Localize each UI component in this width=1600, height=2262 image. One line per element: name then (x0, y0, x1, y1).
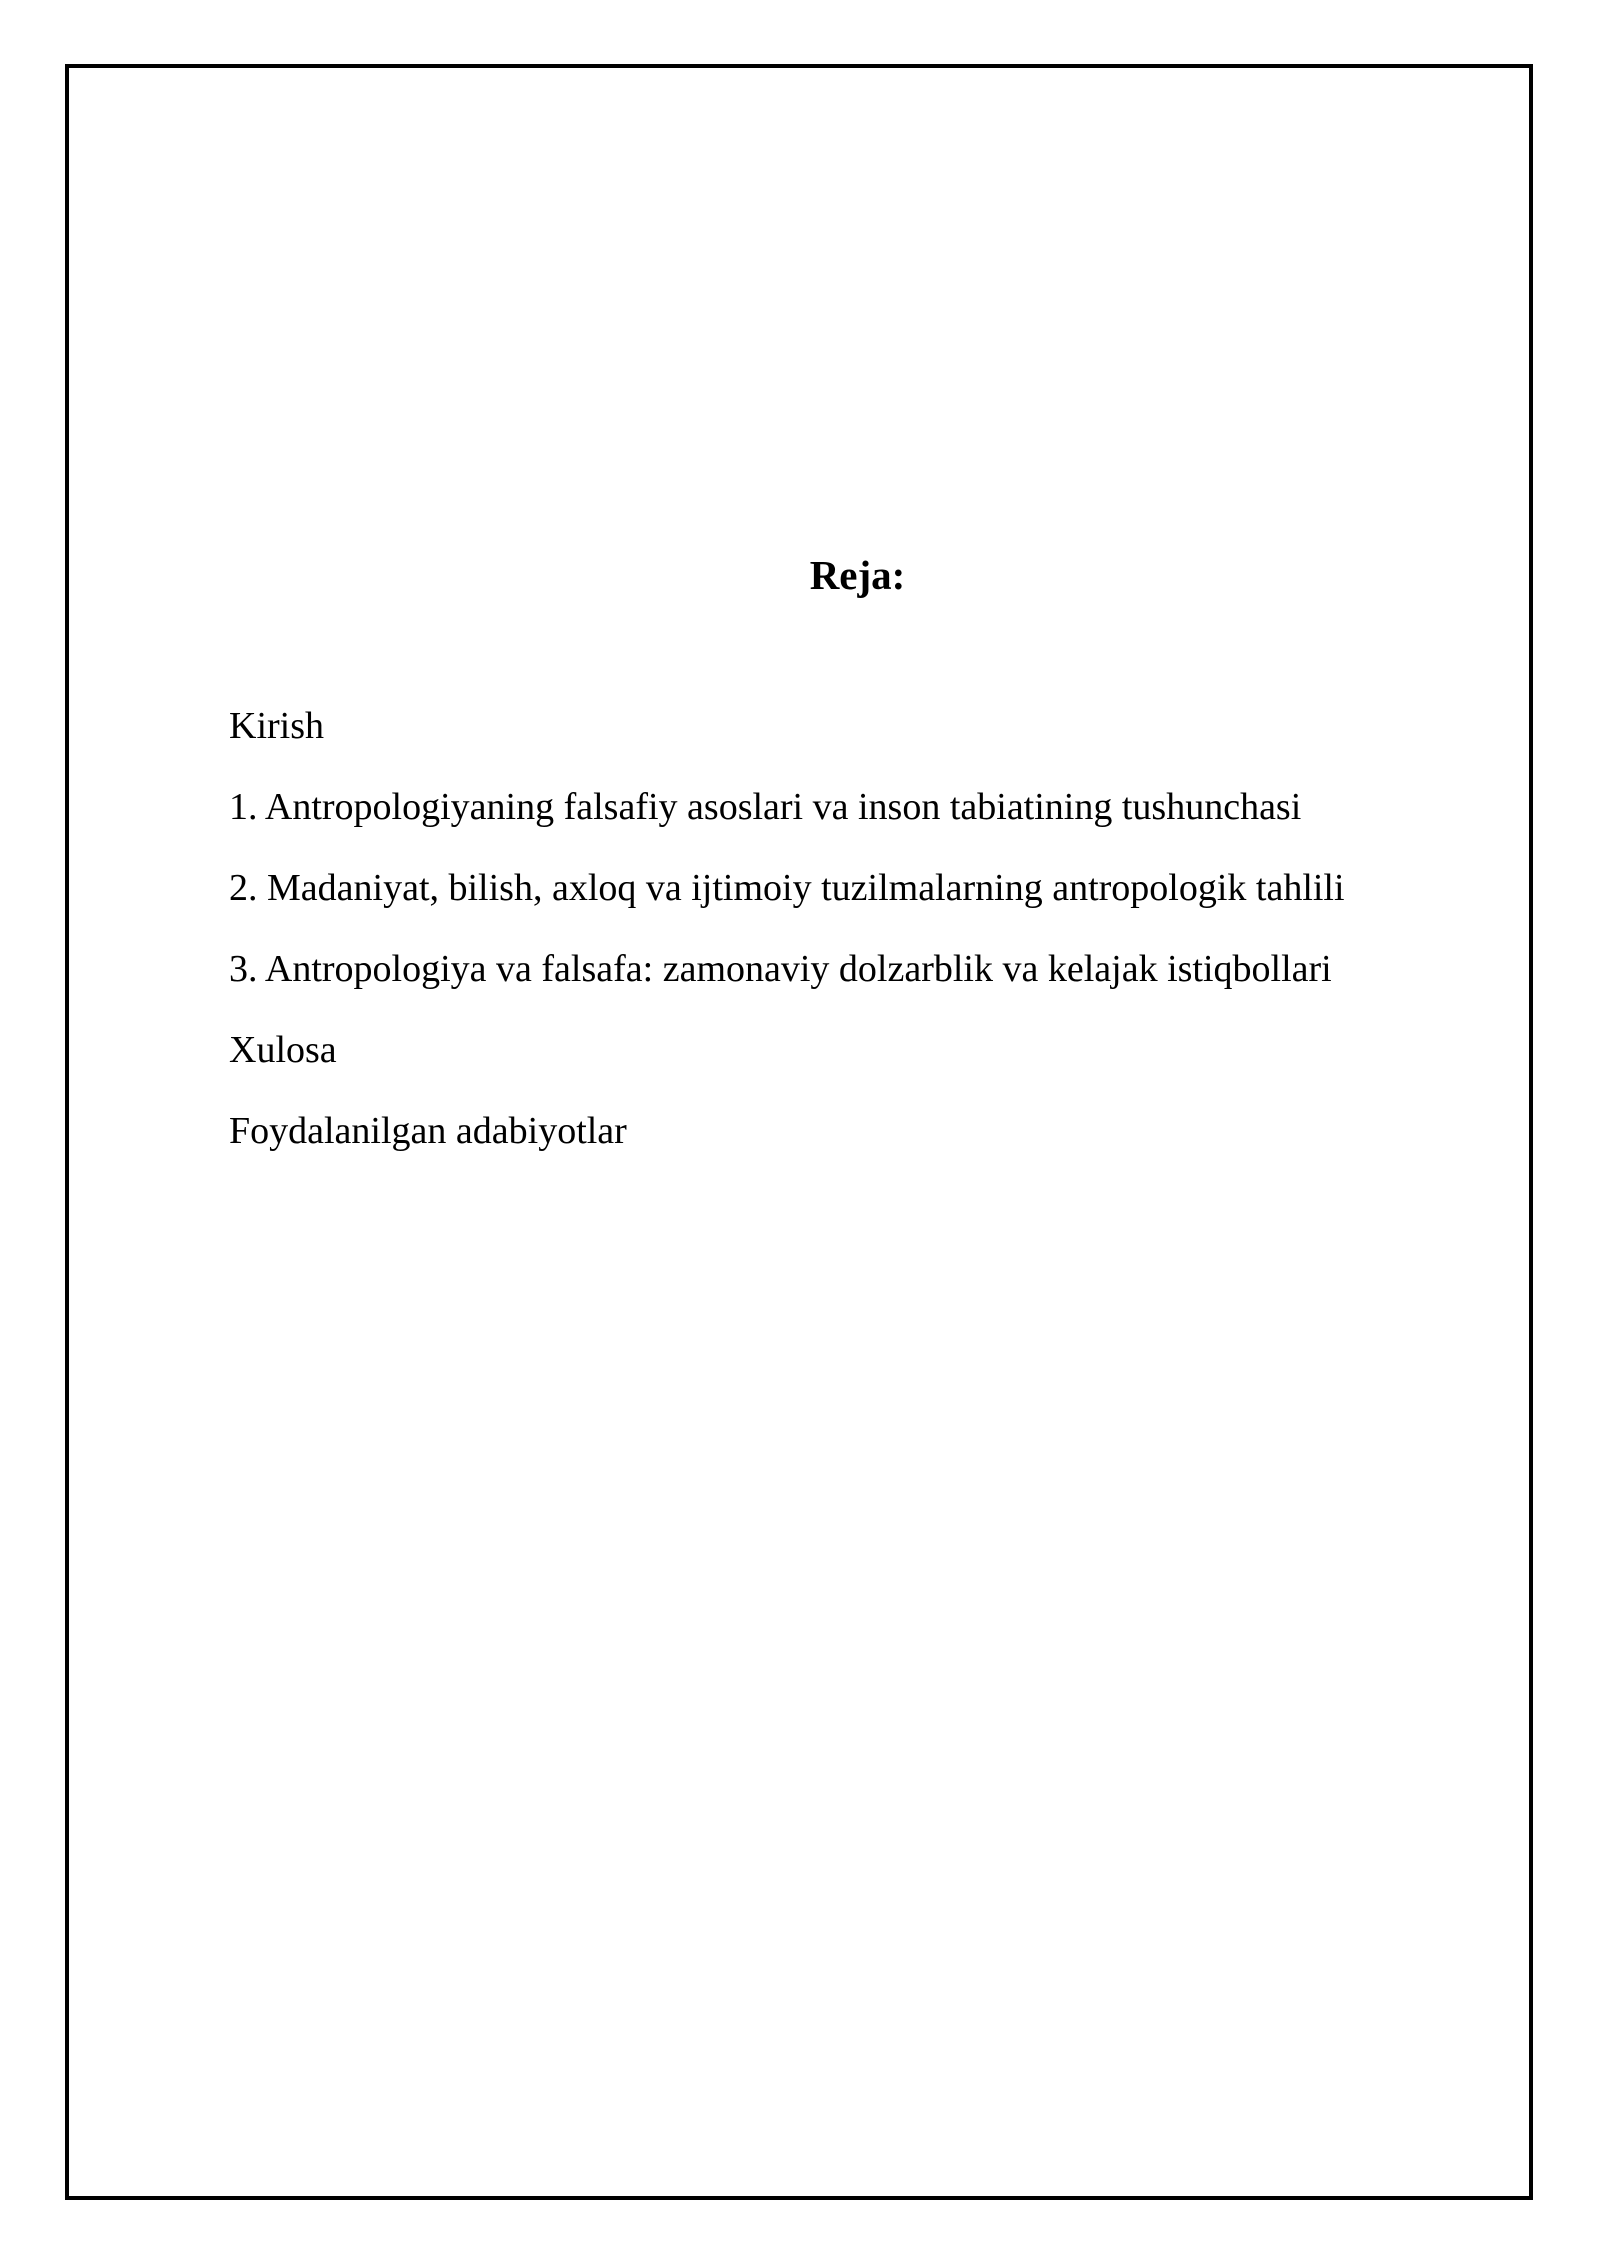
plan-title: Reja: (809, 552, 906, 598)
plan-item-introduction: Kirish (229, 705, 324, 747)
plan-item-chapter-3: 3. Antropologiya va falsafa: zamonaviy dolzarblik va kelajak istiqbollari (229, 948, 1332, 990)
plan-item-chapter-2: 2. Madaniyat, bilish, axloq va ijtimoiy tuzilmalarning antropologik tahlili (229, 867, 1345, 909)
plan-item-conclusion: Xulosa (229, 1029, 337, 1071)
plan-item-references: Foydalanilgan adabiyotlar (229, 1110, 627, 1152)
plan-item-chapter-1: 1. Antropologiyaning falsafiy asoslari va inson tabiatining tushunchasi (229, 786, 1302, 828)
plan-list (229, 693, 1345, 1179)
